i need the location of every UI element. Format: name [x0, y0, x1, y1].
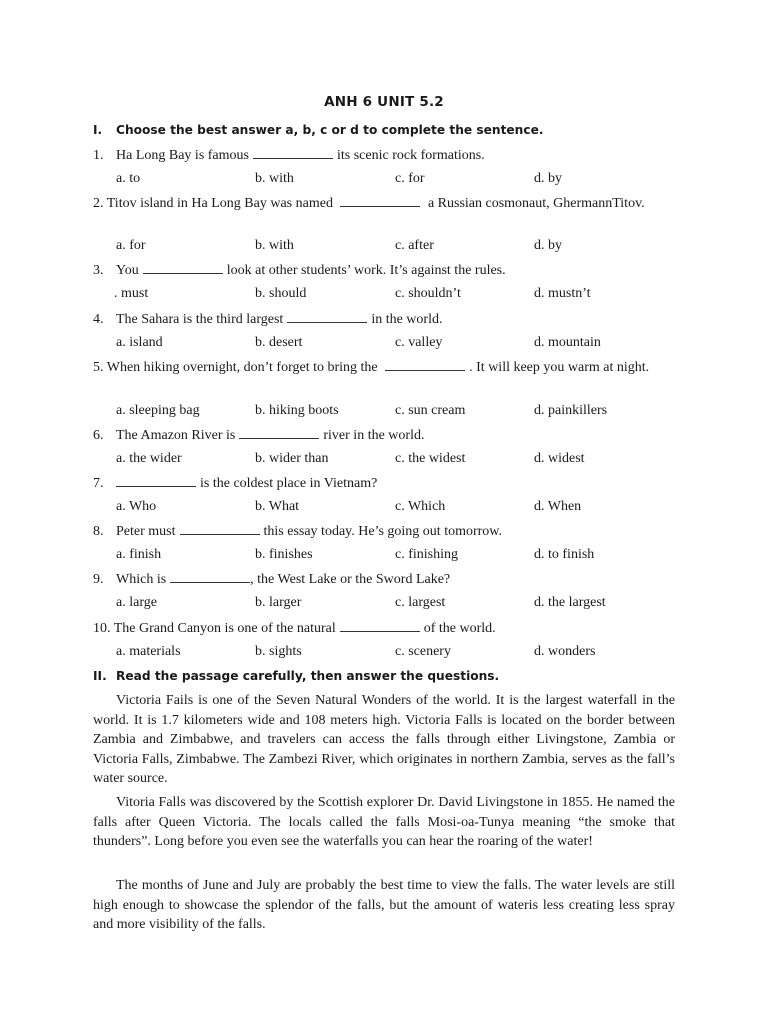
option-d: d. When [534, 499, 582, 514]
option-c: c. Which [395, 499, 446, 514]
option-b: b. with [255, 238, 294, 253]
question-number: 4. [93, 312, 104, 327]
option-c: c. after [395, 238, 434, 253]
question-text: a Russian cosmonaut, GhermannTitov. [427, 196, 645, 211]
question-text: , the West Lake or the Sword Lake? [250, 572, 451, 587]
option-a: a. Who [116, 499, 157, 514]
question-5 [93, 358, 675, 378]
question-text: river in the world. [323, 428, 425, 443]
option-d: d. widest [534, 451, 585, 466]
question-text: The Sahara is the third largest [116, 312, 284, 327]
option-a: a. materials [116, 644, 181, 659]
option-d: d. to finish [534, 547, 595, 562]
option-c: c. for [395, 171, 425, 186]
answer-blank [180, 522, 260, 535]
question-text: Titov island in Ha Long Bay was named [106, 196, 333, 211]
option-d: d. by [534, 238, 562, 253]
option-b: b. wider than [255, 451, 329, 466]
question-number: 5. [93, 360, 104, 375]
option-b: b. desert [255, 335, 303, 350]
question-number: 8. [93, 524, 104, 539]
option-d: d. by [534, 171, 562, 186]
question-text: The Amazon River is [116, 428, 236, 443]
answer-blank [340, 619, 420, 632]
question-number: 10. [93, 621, 111, 636]
option-b: b. What [255, 499, 300, 514]
options-10 [0, 644, 768, 663]
question-number: 2. [93, 196, 104, 211]
option-c: c. valley [395, 335, 443, 350]
question-text: of the world. [423, 621, 496, 636]
question-4 [93, 310, 675, 330]
question-text: You [116, 263, 139, 278]
question-text: Peter must [116, 524, 176, 539]
options-1 [0, 171, 768, 190]
option-b: b. finishes [255, 547, 313, 562]
answer-blank [340, 194, 420, 207]
passage-paragraph-1: Victoria Fails is one of the Seven Natural Wonders of the world. It is the largest waterfall in the world. It is 1.7 kilometers wide and 108 meters high. Victoria Falls is located on the border between Zambia and Zimbabwe, and travelers can access the falls through either Livingstone, Zambia or Victoria Falls, Zimbabwe. The Zambezi River, which originates in northern Zambia, serves as the fall’s water source. [93, 693, 675, 786]
question-7 [93, 474, 675, 494]
options-9 [0, 595, 768, 614]
options-4 [0, 335, 768, 354]
section-2-heading [93, 669, 683, 683]
option-b: b. should [255, 286, 307, 301]
options-2 [0, 238, 768, 257]
section-1-heading [93, 123, 683, 137]
options-5 [0, 403, 768, 422]
option-a: a. finish [116, 547, 162, 562]
question-2 [93, 194, 675, 214]
options-8 [0, 547, 768, 566]
option-a: a. the wider [116, 451, 182, 466]
option-a: a. island [116, 335, 163, 350]
question-text: When hiking overnight, don’t forget to bring the [106, 360, 378, 375]
option-b: b. hiking boots [255, 403, 339, 418]
question-number: 3. [93, 263, 104, 278]
option-d: d. painkillers [534, 403, 608, 418]
question-number: 6. [93, 428, 104, 443]
answer-blank [116, 474, 196, 487]
option-d: d. mustn’t [534, 286, 591, 301]
answer-blank [143, 261, 223, 274]
option-a: a. large [116, 595, 157, 610]
question-number: 1. [93, 148, 104, 163]
question-text: is the coldest place in Vietnam? [200, 476, 378, 491]
option-a: a. sleeping bag [116, 403, 200, 418]
option-b: b. larger [255, 595, 302, 610]
passage-paragraph-3: The months of June and July are probably the best time to view the falls. The water levels are still high enough to showcase the splendor of the falls, but the amount of wateris less creating less spray and more visibility of the falls. [93, 878, 675, 932]
question-9 [93, 570, 675, 590]
question-10 [93, 619, 675, 639]
answer-blank [239, 426, 319, 439]
question-text: in the world. [371, 312, 443, 327]
option-a: . must [114, 286, 149, 301]
option-b: b. with [255, 171, 294, 186]
option-d: d. mountain [534, 335, 601, 350]
option-c: c. finishing [395, 547, 458, 562]
options-3 [0, 286, 768, 305]
section-1-instruction: Choose the best answer a, b, c or d to complete the sentence. [116, 123, 544, 137]
question-1 [93, 146, 675, 166]
question-8 [93, 522, 675, 542]
question-number: 9. [93, 572, 104, 587]
answer-blank [170, 570, 250, 583]
option-c: c. the widest [395, 451, 466, 466]
answer-blank [385, 358, 465, 371]
section-2-instruction: Read the passage carefully, then answer the questions. [116, 669, 500, 683]
question-text: Ha Long Bay is famous [116, 148, 249, 163]
section-1-number: I. [93, 123, 103, 137]
answer-blank [253, 146, 333, 159]
passage-paragraph-2: Vitoria Falls was discovered by the Scottish explorer Dr. David Livingstone in 1855. He named the falls after Queen Victoria. The locals called the falls Mosi-oa-Tunya meaning “the smoke that thunders”. Long before you even see the waterfalls you can hear the roaring of the water! [93, 795, 675, 849]
worksheet-title: ANH 6 UNIT 5.2 [324, 94, 444, 110]
option-c: c. scenery [395, 644, 451, 659]
options-7 [0, 499, 768, 518]
question-text: its scenic rock formations. [336, 148, 485, 163]
answer-blank [287, 310, 367, 323]
option-d: d. the largest [534, 595, 606, 610]
option-c: c. largest [395, 595, 446, 610]
question-text: The Grand Canyon is one of the natural [113, 621, 336, 636]
question-text: . It will keep you warm at night. [469, 360, 650, 375]
option-a: a. to [116, 171, 141, 186]
option-c: c. sun cream [395, 403, 466, 418]
question-text: this essay today. He’s going out tomorrow. [263, 524, 502, 539]
section-2-number: II. [93, 669, 107, 683]
option-c: c. shouldn’t [395, 286, 461, 301]
question-text: look at other students’ work. It’s against the rules. [226, 263, 506, 278]
options-6 [0, 451, 768, 470]
question-text: Which is [116, 572, 167, 587]
option-d: d. wonders [534, 644, 596, 659]
question-3 [93, 261, 675, 281]
option-b: b. sights [255, 644, 302, 659]
option-a: a. for [116, 238, 146, 253]
question-number: 7. [93, 476, 104, 491]
question-6 [93, 426, 675, 446]
